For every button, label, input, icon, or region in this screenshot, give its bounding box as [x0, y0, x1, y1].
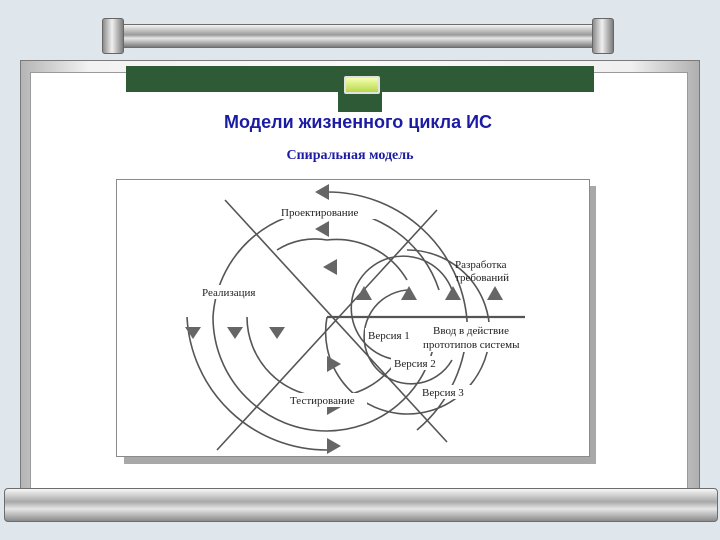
roller-cap-left: [102, 18, 124, 54]
roller-bar: [108, 24, 610, 48]
arrow-right-4: [487, 286, 503, 300]
spiral-diagram: [116, 179, 590, 457]
label-deployment-2: прототипов системы: [423, 339, 520, 351]
spiral-arc-3b: [327, 210, 439, 290]
slide-title: Модели жизненного цикла ИС: [223, 112, 493, 132]
screen-roller-bottom: [4, 488, 718, 522]
arrow-left-1: [185, 327, 201, 339]
label-design: Проектирование: [281, 207, 359, 219]
arrow-left-2: [227, 327, 243, 339]
arrow-right-2: [401, 286, 417, 300]
screen-roller-top: [108, 18, 608, 52]
label-testing: Тестирование: [290, 395, 355, 407]
spiral-arc-inner: [277, 239, 407, 280]
pull-handle[interactable]: [344, 76, 380, 94]
spiral-arc-4b: [187, 317, 327, 450]
arrow-right-1: [356, 286, 372, 300]
arrow-right-3: [445, 286, 461, 300]
arrow-top-1: [315, 184, 329, 200]
label-implementation: Реализация: [202, 287, 256, 299]
arrow-left-3: [269, 327, 285, 339]
spiral-diagram-svg: [117, 180, 589, 456]
label-version3: Версия 3: [422, 387, 464, 399]
arrow-top-3: [323, 259, 337, 275]
label-version2: Версия 2: [394, 358, 436, 370]
label-requirements-1: Разработка: [455, 259, 507, 271]
roller-cap-right: [592, 18, 614, 54]
arrow-bottom-3: [327, 438, 341, 454]
label-requirements-2: требований: [455, 272, 510, 284]
label-deployment-1: Ввод в действие: [433, 325, 509, 337]
label-version1: Версия 1: [368, 330, 410, 342]
arrow-top-2: [315, 221, 329, 237]
slide-subtitle: Спиральная модель: [286, 148, 414, 163]
